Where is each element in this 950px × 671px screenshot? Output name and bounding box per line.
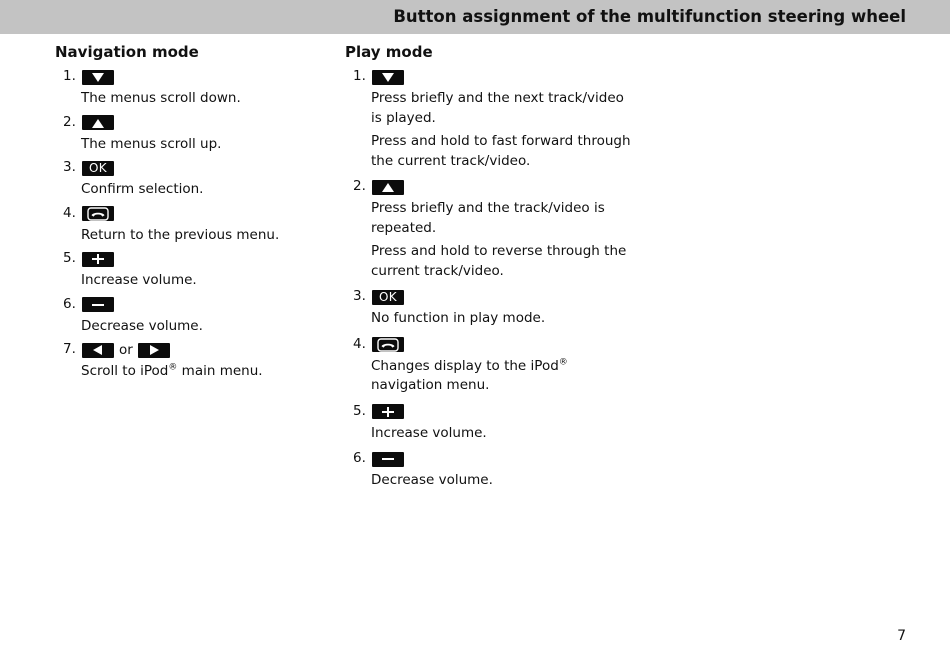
ok-key-icon: OK (82, 161, 114, 176)
plus-icon (82, 252, 114, 267)
item-description: Increase volume. (371, 424, 487, 441)
phone-hangup-icon (372, 337, 404, 352)
page-number: 7 (897, 628, 906, 644)
item-description: Return to the previous menu. (81, 226, 280, 243)
item-description: The menus scroll up. (81, 135, 222, 152)
minus-icon (82, 297, 114, 312)
ok-key-icon: OK (372, 290, 404, 305)
list-item (55, 65, 315, 89)
item-description: Changes display to the iPod® navigation menu. (371, 357, 568, 393)
item-number: 2. (63, 113, 76, 130)
item-number: 3. (63, 159, 76, 175)
minus-icon (372, 452, 404, 467)
page-title: Button assignment of the multifunction steering wheel (393, 7, 906, 26)
play-mode-section (345, 41, 635, 495)
plus-icon (372, 404, 404, 419)
list-item (55, 247, 315, 271)
item-description: Press briefly and the track/video is repeated. (371, 200, 605, 236)
item-description: Press briefly and the next track/video is played. (371, 90, 624, 126)
item-description: Press and hold to fast forward through the current track/video. (371, 133, 631, 169)
header-bar (0, 0, 950, 34)
item-number: 6. (63, 295, 76, 312)
item-description: Increase volume. (81, 272, 197, 288)
list-item (345, 175, 635, 199)
item-description: Scroll to iPod® main menu. (81, 362, 263, 379)
item-number: 2. (353, 178, 366, 194)
item-number: 5. (63, 250, 76, 266)
play-mode-title: Play mode (345, 43, 433, 61)
item-description: Decrease volume. (81, 317, 203, 334)
item-number: 6. (353, 450, 366, 466)
item-number: 4. (353, 335, 366, 352)
list-item (55, 202, 315, 226)
down-arrow-icon (372, 70, 404, 85)
list-item (55, 111, 315, 135)
item-number: 1. (63, 68, 76, 84)
left-arrow-icon (82, 343, 114, 358)
item-description: No function in play mode. (371, 310, 546, 326)
navigation-mode-title: Navigation mode (55, 43, 199, 61)
item-description: Press and hold to reverse through the current track/video. (371, 243, 627, 279)
list-item (345, 333, 635, 357)
item-number: 7. (63, 341, 76, 357)
item-description: Decrease volume. (371, 472, 493, 488)
list-item (345, 65, 635, 89)
item-description: Confirm selection. (81, 181, 204, 197)
list-item (345, 285, 635, 309)
item-number: 1. (353, 68, 366, 84)
down-arrow-icon (82, 70, 114, 85)
item-number: 4. (63, 204, 76, 221)
list-item (55, 338, 315, 362)
list-item (55, 156, 315, 180)
phone-hangup-icon (82, 206, 114, 221)
list-item (345, 400, 635, 424)
item-description: The menus scroll down. (81, 90, 241, 106)
connector-text: or (119, 342, 133, 358)
list-item (55, 293, 315, 317)
up-arrow-icon (372, 180, 404, 195)
list-item (345, 447, 635, 471)
item-number: 5. (353, 402, 366, 419)
navigation-mode-section (55, 41, 315, 382)
up-arrow-icon (82, 115, 114, 130)
item-number: 3. (353, 288, 366, 304)
right-arrow-icon (138, 343, 170, 358)
